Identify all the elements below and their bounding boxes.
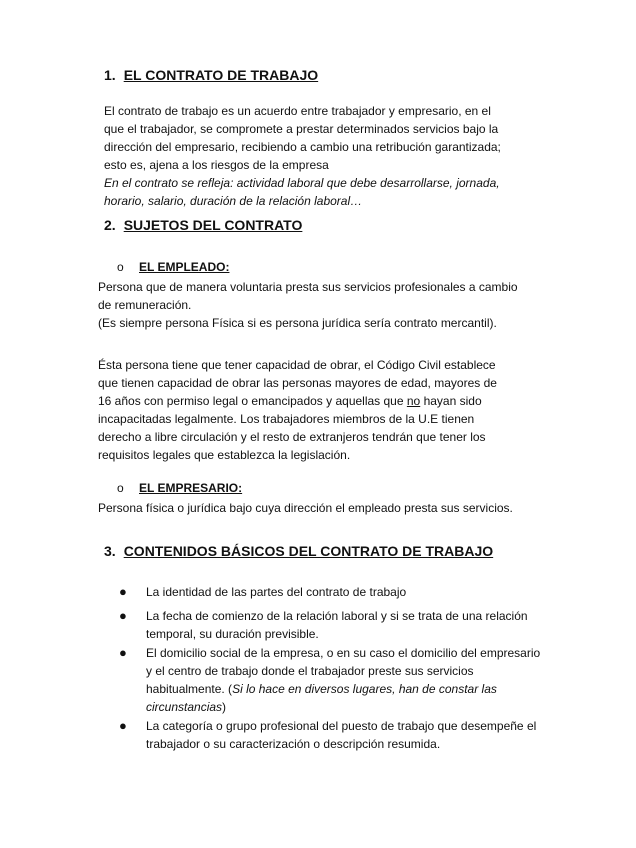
text-line: temporal, su duración previsible.: [146, 627, 319, 641]
text-line: El domicilio social de la empresa, o en su caso el domicilio del empresario: [146, 646, 541, 660]
text-span: ): [222, 700, 227, 714]
section-2-heading: [104, 216, 302, 234]
section-3-title: CONTENIDOS BÁSICOS DEL CONTRATO DE TRABAJO: [123, 543, 494, 559]
text-line: [146, 698, 540, 716]
text-line: (Es siempre persona Física si es persona jurídica sería contrato mercantil).: [98, 316, 497, 330]
section-1-title: EL CONTRATO DE TRABAJO: [123, 67, 319, 83]
empresario-title: EL EMPRESARIO:: [139, 481, 243, 495]
text-span: hayan sido: [420, 394, 482, 408]
circle-marker-icon: o: [117, 481, 124, 495]
text-line: derecho a libre circulación y el resto de extranjeros tendrán que tener los: [98, 430, 486, 444]
bullet-icon: ●: [119, 584, 127, 599]
text-span: 16 años con permiso legal o emancipados y aquellas que: [98, 394, 407, 408]
text-line: que el trabajador, se compromete a prestar determinados servicios bajo la: [104, 122, 499, 136]
section-2-number: 2.: [104, 217, 116, 233]
list-item: [119, 583, 407, 601]
section-1-number: 1.: [104, 67, 116, 83]
text-line: La categoría o grupo profesional del puesto de trabajo que desempeñe el: [146, 719, 537, 733]
text-line: de remuneración.: [98, 298, 192, 312]
section-1-heading: [104, 66, 318, 84]
text-line: La fecha de comienzo de la relación laboral y si se trata de una relación: [146, 609, 528, 623]
bullet-icon: ●: [119, 608, 127, 623]
text-line: requisitos legales que establezca la legislación.: [98, 448, 351, 462]
text-line: Persona que de manera voluntaria presta sus servicios profesionales a cambio: [98, 280, 518, 294]
empresario-definition: [98, 499, 513, 517]
section-2-title: SUJETOS DEL CONTRATO: [123, 217, 303, 233]
text-line: incapacitadas legalmente. Los trabajadores miembros de la U.E tienen: [98, 412, 475, 426]
text-line: que tienen capacidad de obrar las personas mayores de edad, mayores de: [98, 376, 497, 390]
text-line: La identidad de las partes del contrato de trabajo: [146, 585, 407, 599]
empleado-subheading: [117, 258, 229, 276]
text-line: El contrato de trabajo es un acuerdo entre trabajador y empresario, en el: [104, 104, 491, 118]
text-line: dirección del empresario, recibiendo a cambio una retribución garantizada;: [104, 140, 501, 154]
text-span: habitualmente. (: [146, 682, 233, 696]
text-line: y el centro de trabajo donde el trabajador preste sus servicios: [146, 664, 474, 678]
text-line: [98, 392, 497, 410]
list-item: [119, 607, 528, 643]
text-line: Persona física o jurídica bajo cuya dirección el empleado presta sus servicios.: [98, 501, 513, 515]
empleado-title: EL EMPLEADO:: [139, 260, 230, 274]
text-line: [146, 680, 540, 698]
text-line: Ésta persona tiene que tener capacidad de obrar, el Código Civil establece: [98, 358, 496, 372]
section-3-number: 3.: [104, 543, 116, 559]
underlined-word: no: [406, 394, 421, 408]
bullet-icon: ●: [119, 718, 127, 733]
section-3-heading: [104, 542, 493, 560]
section-1-paragraph: [104, 102, 501, 210]
list-item: [119, 644, 541, 716]
text-line: trabajador o su caracterización o descripción resumida.: [146, 737, 441, 751]
empleado-definition: [98, 278, 518, 332]
text-line: esto es, ajena a los riesgos de la empresa: [104, 158, 329, 172]
empresario-subheading: [117, 479, 242, 497]
empleado-capacity-paragraph: [98, 356, 497, 464]
circle-marker-icon: o: [117, 260, 124, 274]
italic-line: horario, salario, duración de la relación laboral…: [104, 194, 363, 208]
bullet-icon: ●: [119, 645, 127, 660]
italic-line: En el contrato se refleja: actividad laboral que debe desarrollarse, jornada,: [104, 176, 500, 190]
list-item: [119, 717, 537, 753]
italic-span: Si lo hace en diversos lugares, han de constar las: [232, 682, 497, 696]
italic-span: circunstancias: [146, 700, 223, 714]
